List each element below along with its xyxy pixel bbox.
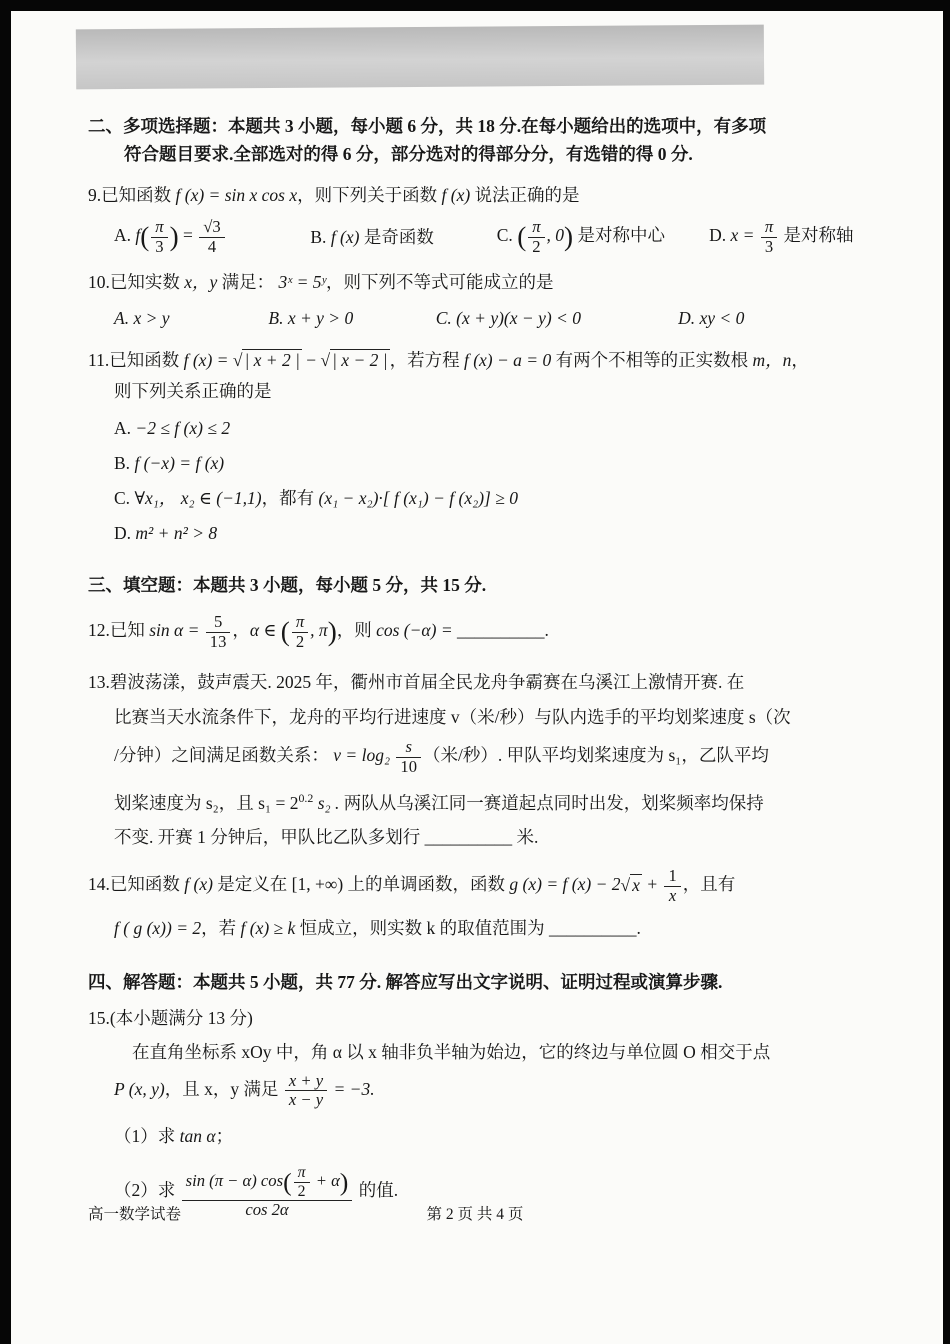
text-run: 9.已知函数 xyxy=(88,185,176,205)
option-c: C. (x + y)(x − y) < 0 xyxy=(435,308,581,329)
numerator: π xyxy=(764,217,774,236)
math-run: x = xyxy=(730,225,759,246)
text-run: 12.已知 xyxy=(88,620,150,641)
question15-heading: 15.(本小题满分 13 分) xyxy=(88,1007,253,1028)
option-label: C. xyxy=(114,488,135,509)
denominator: 10 xyxy=(396,757,421,777)
radicand: x xyxy=(632,874,640,895)
option-label: D. xyxy=(709,225,731,246)
text-run: 划桨速度为 s₂，且 s₁ = 2 xyxy=(114,792,299,813)
option-label: B. xyxy=(310,227,331,248)
math-run: (x₁ − x₂)·[ f (x₁) − f (x₂)] ≥ 0 xyxy=(318,488,518,509)
math-run: x，y xyxy=(184,272,218,293)
math-run: f (x) xyxy=(441,185,471,205)
math-run: α ∈ xyxy=(249,620,281,641)
question13-line5 xyxy=(88,823,894,851)
text-run: ，且有 xyxy=(682,874,736,895)
denominator: x xyxy=(664,886,680,906)
question10-options xyxy=(88,302,894,332)
text-run: . xyxy=(636,917,641,938)
text-run: 满足： xyxy=(217,272,279,293)
radical xyxy=(321,349,390,370)
fraction xyxy=(206,613,231,651)
math-run: + xyxy=(641,874,663,895)
question12 xyxy=(88,613,894,651)
question14-line1 xyxy=(88,867,894,905)
text-run: ，若 xyxy=(201,917,241,938)
section3-heading: 三、填空题：本题共 3 小题，每小题 5 分，共 15 分. xyxy=(88,575,487,596)
denominator: 2 xyxy=(528,237,544,257)
math-run: cos (−α) = xyxy=(376,620,458,641)
option-d: D. xy < 0 xyxy=(678,308,745,329)
math-run: f (x) xyxy=(184,874,213,895)
question11-option-a xyxy=(88,414,894,442)
denominator: 2 xyxy=(294,1182,310,1201)
math-run: 3ˣ = 5ʸ xyxy=(278,272,327,293)
text-run: 14.已知函数 xyxy=(88,874,185,895)
text-run: = xyxy=(178,225,198,246)
answer-blank: __________ xyxy=(424,827,513,848)
text-run: ，都有 xyxy=(261,488,319,509)
radicand: | x − 2 | xyxy=(332,350,388,371)
math-run: f (x) xyxy=(330,227,360,248)
superscript: 0.2 xyxy=(298,790,314,805)
option-b: B. x + y > 0 xyxy=(268,308,354,329)
question13-line2: 比赛当天水流条件下，龙舟的平均行进速度 v（米/秒）与队内选手的平均划桨速度 s（次 xyxy=(114,707,791,728)
text-run: 是奇函数 xyxy=(359,227,434,248)
math-run: , π xyxy=(310,620,328,641)
option-d xyxy=(709,218,853,256)
math-run: f ( g (x)) = 2 xyxy=(114,917,202,938)
right-paren: ) xyxy=(339,1167,349,1197)
numerator: x + y xyxy=(288,1070,324,1090)
math-run: f (x) = sin x cos x xyxy=(175,185,298,205)
text-run: ， xyxy=(232,620,250,641)
math-run: P (x, y) xyxy=(114,1078,165,1099)
text-run: 两队从乌溪江同一赛道起点同时出发，划桨频率均保持 xyxy=(339,792,764,813)
scan-border-right xyxy=(943,0,950,1344)
math-run: , 0 xyxy=(546,225,565,246)
math-run: m，n xyxy=(752,350,792,371)
question13-line4 xyxy=(88,784,894,817)
numerator: π xyxy=(297,1163,306,1181)
scan-border-top xyxy=(0,0,950,11)
numerator: π xyxy=(155,217,164,236)
fraction xyxy=(664,867,680,905)
option-label: B. xyxy=(114,453,135,474)
right-paren: ) xyxy=(564,221,574,252)
math-run: m² + n² > 8 xyxy=(135,523,218,544)
left-paren: ( xyxy=(280,616,290,647)
numerator: 5 xyxy=(213,612,223,632)
numerator: 1 xyxy=(668,866,677,886)
text-run: . xyxy=(544,620,549,641)
question15-part1 xyxy=(88,1122,894,1150)
text-run: /分钟）之间满足函数关系： xyxy=(114,745,334,766)
question10-stem xyxy=(88,268,894,296)
numerator: s xyxy=(405,737,412,757)
math-run: s₂ . xyxy=(313,792,340,813)
math-run: f (x) = xyxy=(183,350,233,371)
numerator xyxy=(182,1164,353,1200)
text-run: ，则 xyxy=(336,620,377,641)
fraction xyxy=(396,738,421,776)
footer-exam-title: 高一数学试卷 xyxy=(88,1206,182,1223)
fraction xyxy=(294,1164,310,1200)
scan-artifact-band xyxy=(76,25,764,90)
answer-blank: __________ xyxy=(457,620,545,641)
math-run: f (x) − a = 0 xyxy=(463,350,552,371)
text-run: 有两个不相等的正实数根 xyxy=(551,350,753,371)
question11-stem-line1 xyxy=(88,346,894,374)
question11-stem-line2: 则下列关系正确的是 xyxy=(114,381,272,402)
question9-options xyxy=(88,218,894,256)
math-run: sin α = xyxy=(149,620,204,641)
question11-option-c xyxy=(88,484,894,512)
option-label: A. xyxy=(114,418,136,439)
radicand: | x + 2 | xyxy=(244,350,300,371)
question13-line3 xyxy=(88,738,894,776)
text-run: ，则下列不等式可能成立的是 xyxy=(326,272,554,293)
right-paren: ) xyxy=(327,616,337,647)
numerator: π xyxy=(295,612,305,632)
math-run: f (x) ≥ k xyxy=(240,917,296,938)
math-run: −2 ≤ f (x) ≤ 2 xyxy=(135,418,231,439)
text-run: 说法正确的是 xyxy=(470,185,580,205)
text-run: 是定义在 [1, +∞) 上的单调函数，函数 xyxy=(212,874,510,895)
text-run: ， xyxy=(791,350,809,371)
question9-stem xyxy=(88,181,894,209)
fraction xyxy=(292,613,308,651)
left-paren: ( xyxy=(283,1167,292,1197)
math-run: = −3. xyxy=(329,1078,375,1099)
math-run: tan α xyxy=(179,1125,216,1146)
math-run: f (−x) = f (x) xyxy=(134,453,225,474)
text-run: 的值. xyxy=(354,1179,399,1200)
scan-border-left xyxy=(0,0,11,1344)
denominator: 13 xyxy=(206,632,231,652)
numerator: π xyxy=(532,217,541,236)
text-run: 不变. 开赛 1 分钟后，甲队比乙队多划行 xyxy=(114,827,425,848)
math-run: v = log₂ xyxy=(333,745,395,766)
section4-heading: 四、解答题：本题共 5 小题，共 77 分. 解答应写出文字说明、证明过程或演算步骤. xyxy=(88,971,723,992)
question13-line1: 13.碧波荡漾，鼓声震天. 2025 年，衢州市首届全民龙舟争霸赛在乌溪江上激情开赛. 在 xyxy=(88,672,745,693)
text-run: （米/秒）. 甲队平均划桨速度为 s₁，乙队平均 xyxy=(423,745,769,766)
text-run: ，则下列关于函数 xyxy=(297,185,442,205)
math-run: g (x) = f (x) − 2 xyxy=(509,874,621,895)
denominator: 3 xyxy=(151,237,167,257)
option-label: A. xyxy=(114,225,136,246)
option-a: A. x > y xyxy=(114,308,170,329)
fraction xyxy=(528,218,544,256)
option-c xyxy=(497,218,705,256)
question15-body-line1: 在直角坐标系 xOy 中，角 α 以 x 轴非负半轴为始边，它的终边与单位圆 O 相交于点 xyxy=(132,1041,771,1062)
math-run: ∀x₁， x₂ ∈ (−1,1) xyxy=(134,488,262,509)
section2-heading-line1: 二、多项选择题：本题共 3 小题，每小题 6 分，共 18 分.在每小题给出的选项中，有多项 xyxy=(88,116,767,136)
option-label: C. xyxy=(496,225,518,246)
radical xyxy=(621,874,642,895)
page-footer xyxy=(0,1202,950,1224)
denominator: 3 xyxy=(761,237,777,257)
text-run: 11.已知函数 xyxy=(88,350,184,371)
fraction xyxy=(285,1072,327,1110)
text-run: 10.已知实数 xyxy=(88,272,185,293)
text-run: 是对称轴 xyxy=(779,225,854,246)
radical xyxy=(233,349,302,370)
left-paren: ( xyxy=(517,221,527,252)
option-label: D. xyxy=(114,523,136,544)
footer-page-number: 第 2 页 共 4 页 xyxy=(426,1206,524,1223)
answer-blank: __________ xyxy=(549,917,637,938)
math-run: sin (π − α) cos xyxy=(185,1170,284,1190)
text-run: （1）求 xyxy=(114,1125,180,1146)
numerator: √3 xyxy=(203,217,221,236)
section2-heading-line2: 符合题目要求.全部选对的得 6 分，部分选对的得部分分，有选错的得 0 分. xyxy=(124,144,693,164)
right-paren: ) xyxy=(169,221,179,252)
question14-line2 xyxy=(88,914,894,942)
question11-option-d xyxy=(88,519,894,547)
text-run: ，且 x，y 满足 xyxy=(164,1078,283,1099)
denominator: x − y xyxy=(285,1090,327,1110)
text-run: ，若方程 xyxy=(389,350,464,371)
denominator: cos 2α xyxy=(182,1200,353,1220)
text-run: 恒成立，则实数 k 的取值范围为 xyxy=(295,917,550,938)
option-a xyxy=(114,218,306,256)
left-paren: ( xyxy=(140,221,150,252)
fraction xyxy=(761,218,777,256)
exam-content xyxy=(88,112,894,1220)
text-run: − xyxy=(301,350,321,371)
text-run: 是对称中心 xyxy=(573,225,665,246)
math-run: + α xyxy=(311,1170,340,1190)
denominator: 4 xyxy=(199,237,224,257)
fraction xyxy=(151,218,167,256)
text-run: 米. xyxy=(512,827,539,848)
question15-body-line2 xyxy=(88,1072,894,1110)
text-run: ； xyxy=(215,1125,234,1146)
text-run: （2）求 xyxy=(114,1179,180,1200)
question11-option-b xyxy=(88,449,894,477)
option-b xyxy=(310,223,492,251)
denominator: 2 xyxy=(292,632,308,652)
fraction xyxy=(199,218,224,256)
math-run: f xyxy=(135,225,141,246)
